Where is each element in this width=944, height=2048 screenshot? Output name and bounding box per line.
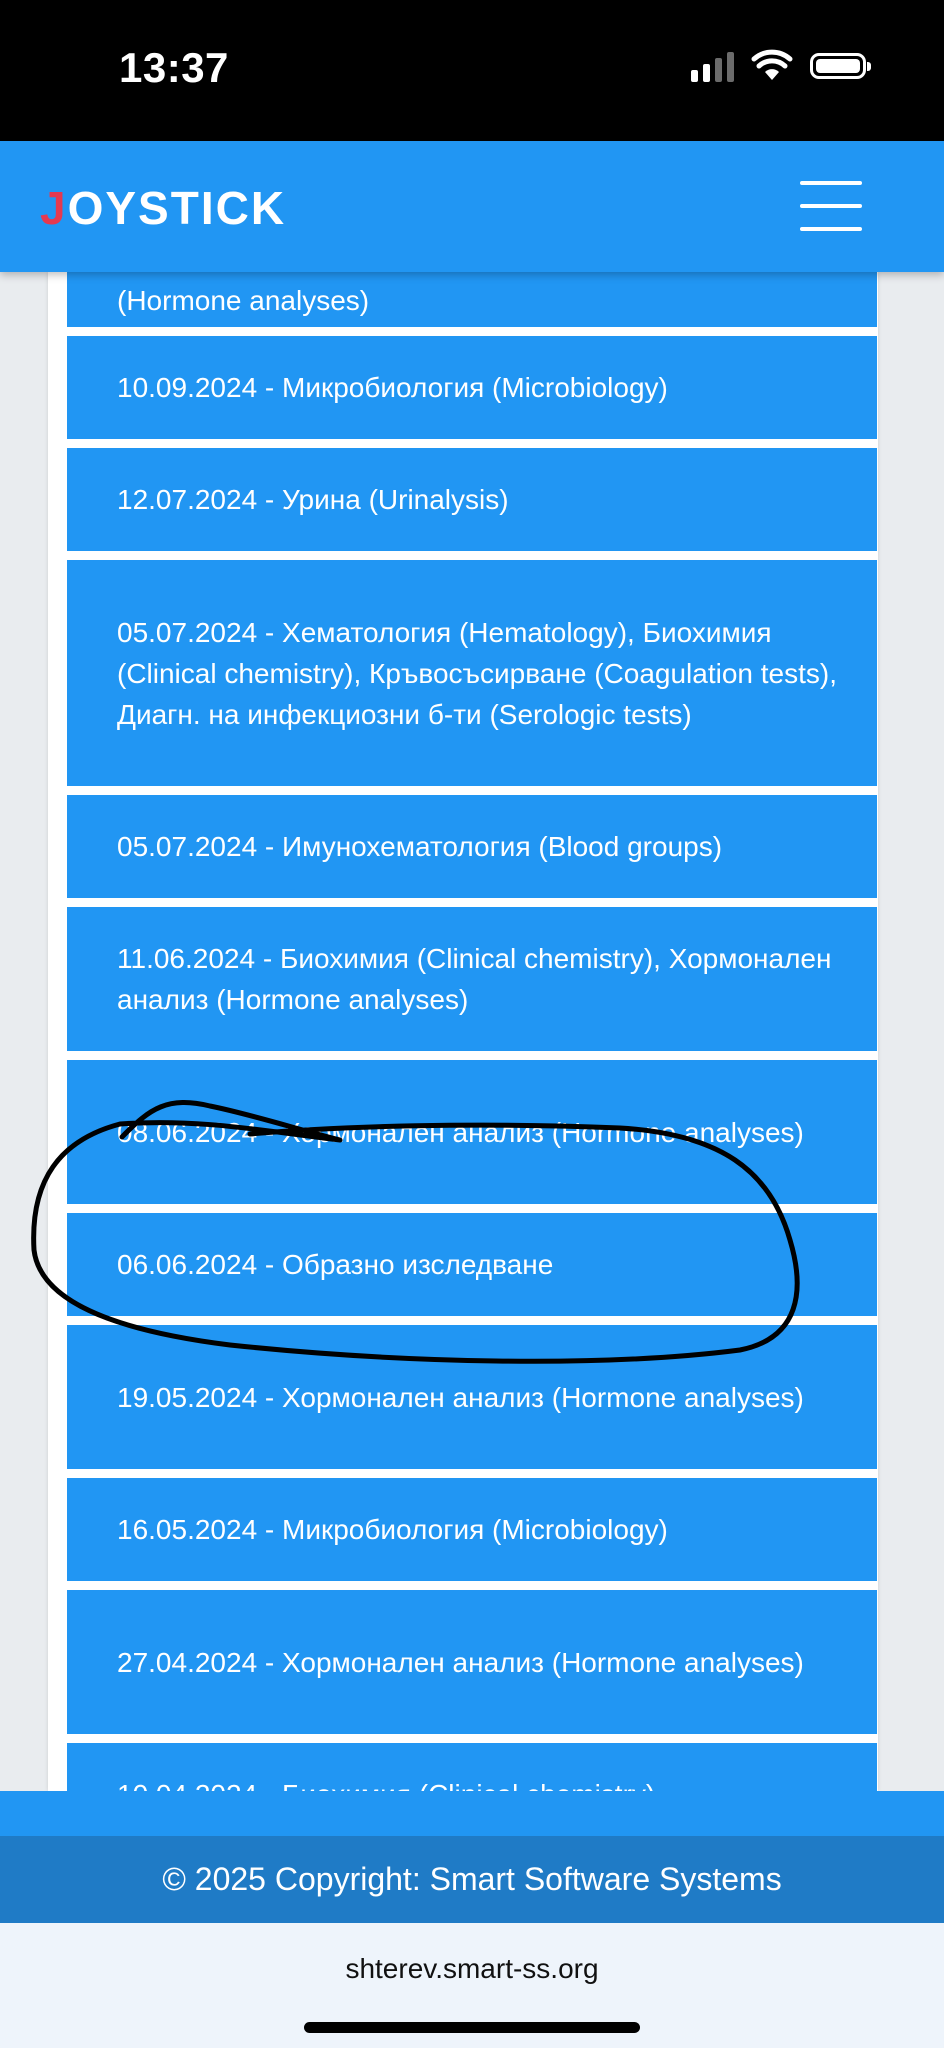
result-label: 19.05.2024 - Хормонален анализ (Hormone analyses) xyxy=(117,1381,804,1413)
result-item[interactable] xyxy=(67,907,877,1051)
hamburger-menu-icon[interactable] xyxy=(800,181,862,231)
cellular-signal-icon xyxy=(691,50,734,82)
result-label: 16.05.2024 - Микробиология (Microbiology) xyxy=(117,1514,668,1545)
footer-copyright: © 2025 Copyright: Smart Software Systems xyxy=(162,1861,782,1897)
results-list xyxy=(67,224,877,1855)
top-navbar xyxy=(0,141,944,272)
result-label: 27.04.2024 - Хормонален анализ (Hormone analyses) xyxy=(117,1646,804,1678)
result-label: 05.07.2024 - Имунохематология (Blood groups) xyxy=(117,831,723,862)
wifi-icon xyxy=(752,50,792,82)
result-label: (Hormone analyses) xyxy=(117,284,370,316)
result-item[interactable] xyxy=(67,795,877,898)
battery-icon xyxy=(810,53,866,79)
result-item[interactable] xyxy=(67,448,877,551)
result-label: 10.09.2024 - Микробиология (Microbiology) xyxy=(117,372,668,403)
result-item[interactable] xyxy=(67,1478,877,1581)
result-label: 06.06.2024 - Образно изследване xyxy=(117,1249,554,1280)
result-item[interactable] xyxy=(67,560,877,786)
footer-accent-bar xyxy=(0,1791,944,1836)
result-label: 12.07.2024 - Урина (Urinalysis) xyxy=(117,484,509,515)
result-item[interactable] xyxy=(67,1325,877,1469)
result-label: 11.06.2024 - Биохимия (Clinical chemistry), Хормонален анализ (Hormone analyses) xyxy=(117,943,832,1015)
result-label: 05.07.2024 - Хематология (Hematology), Биохимия (Clinical chemistry), Кръвосъсирване (Coagulation tests), Диагн. на инфекциозни б-ти (Serologic tests) xyxy=(117,616,837,730)
footer xyxy=(0,1836,944,1923)
result-item[interactable] xyxy=(67,1060,877,1204)
brand-logo[interactable] xyxy=(40,181,286,235)
browser-url-bar[interactable] xyxy=(0,1923,944,2048)
result-item[interactable] xyxy=(67,336,877,439)
brand-first-letter: J xyxy=(40,182,68,234)
status-time: 13:37 xyxy=(119,44,229,91)
result-item-circled[interactable] xyxy=(67,1213,877,1316)
results-content[interactable] xyxy=(0,272,944,1791)
result-label: 08.06.2024 - Хормонален анализ (Hormone analyses) xyxy=(117,1116,804,1148)
status-bar xyxy=(0,0,944,141)
result-item[interactable] xyxy=(67,1590,877,1734)
brand-rest: OYSTICK xyxy=(67,182,287,234)
status-icons xyxy=(691,50,866,82)
browser-url[interactable]: shterev.smart-ss.org xyxy=(345,1953,599,1984)
home-indicator[interactable] xyxy=(304,2022,640,2033)
